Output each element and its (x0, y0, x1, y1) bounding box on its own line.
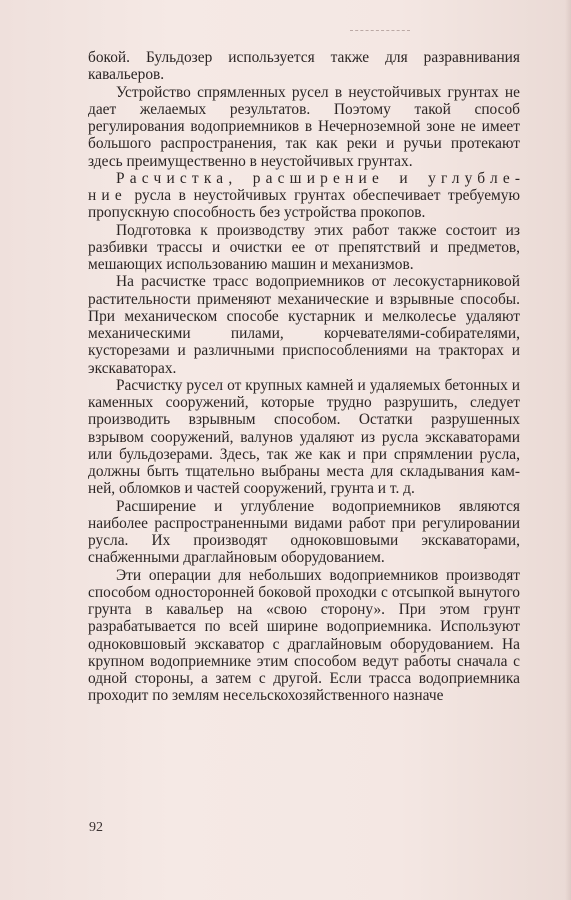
page-number: 92 (89, 820, 103, 835)
paragraph-7: Расширение и углубление водоприемников являются наиболее распространенными видами работ при регулировании русла. Их производят одноковшовыми экскаваторами, снабженными драглайновым оборудованием. (88, 497, 520, 567)
paragraph-6: Расчистку русел от крупных камней и удаляемых бетонных и каменных сооружений, которые трудно разрушить, следует производить взрывным способом. Остатки разрушенных взрывом сооружений, валунов удаляют из русла экскаваторами или бульдозерами. Здесь, так же как и при спрямлении русла, должны быть тщательно выбраны места для складывания камней, обломков и частей сооружений, грунта и т. д. (88, 376, 520, 498)
paragraph-3-rest: русла в неустойчивых грунтах обеспечивает требуемую пропускную способность без устройства прокопов. (88, 187, 520, 222)
paragraph-1: бокой. Бульдозер используется также для разравнивания кавальеров. (88, 49, 520, 84)
paragraph-2: Устройство спрямленных русел в неустойчивых грунтах не дает желаемых результатов. Поэтому такой способ регулирования водоприемников в Нечерноземной зоне не имеет большого распространения, так как реки и ручьи протекают здесь преимущественно в неустойчивых грунтах. (88, 83, 520, 170)
paragraph-4: Подготовка к производству этих работ также состоит из разбивки трассы и очистки ее от препятствий и предметов, мешающих использованию машин и механизмов. (88, 221, 520, 273)
body-text (88, 49, 520, 705)
spaced-emphasis: Расчистка, расширение и углубление (88, 169, 520, 204)
paragraph-8: Эти операции для небольших водоприемников производят способом односторонней боковой проходки с отсыпкой вынутого грунта в кавальер на «свою сторону». При этом грунт разрабатывается по всей ширине водоприемника. Используют одноковшовый экскаватор с драглайновым оборудованием. На крупном водоприемнике этим способом ведут работы сначала с одной стороны, а затем с другой. Если трасса водоприемника проходит по землям несельскохозяйственного назначе (88, 566, 520, 705)
header-mark (350, 30, 410, 33)
paragraph-5: На расчистке трасс водоприемников от лесокустарниковой растительности применяют механические и взрывные способы. При механическом способе кустарник и мелколесье удаляют механическими пилами, корчевателями-собирателями, кусторезами и различными приспособлениями на тракторах и экскаваторах. (88, 273, 520, 377)
paragraph-3 (88, 170, 520, 222)
page-edge-shadow (565, 0, 571, 900)
